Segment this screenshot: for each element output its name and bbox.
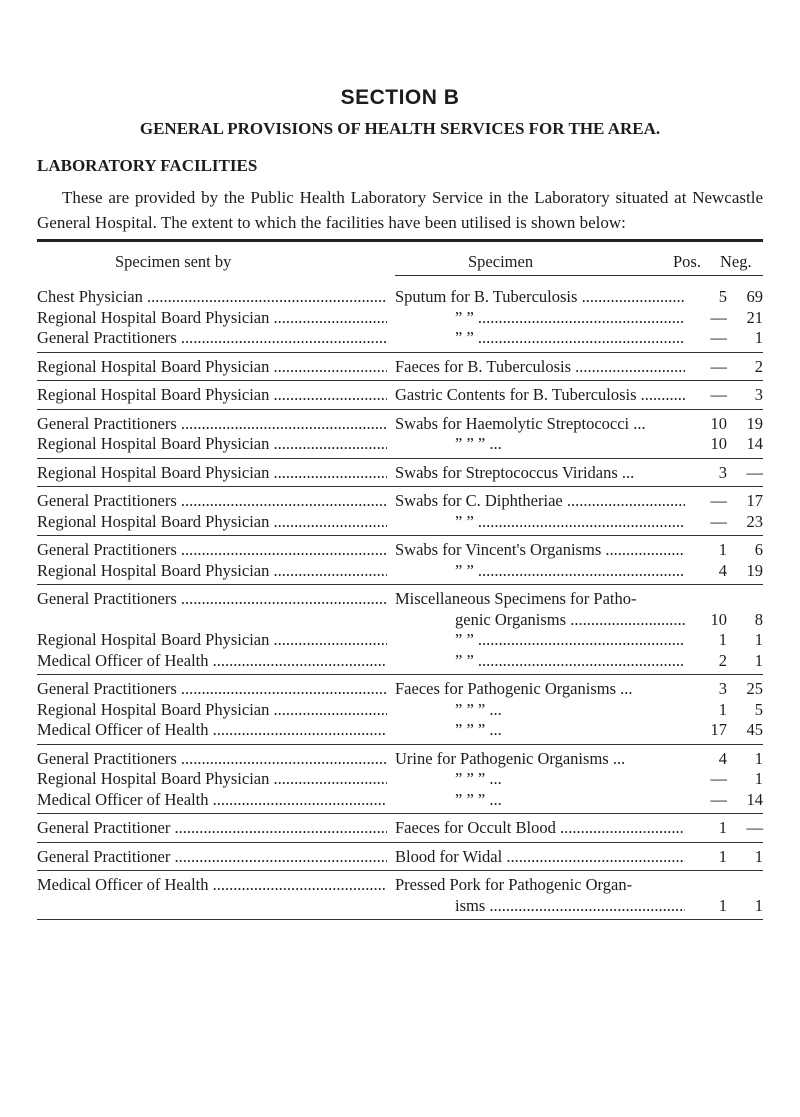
cell-pos: —: [687, 512, 727, 533]
table-row: [37, 308, 763, 329]
cell-specimen: Swabs for C. Diphtheriae .....: [395, 491, 685, 512]
cell-pos: 4: [687, 749, 727, 770]
table-row: [37, 434, 763, 455]
cell-specimen: Faeces for B. Tuberculosis .....: [395, 357, 685, 378]
header-underline: [395, 275, 763, 276]
cell-sent-by: General Practitioners .....: [37, 491, 387, 512]
cell-specimen: Swabs for Streptococcus Viridans ...: [395, 462, 635, 482]
cell-specimen: Miscellaneous Specimens for Patho-: [395, 589, 637, 608]
page-heading: GENERAL PROVISIONS OF HEALTH SERVICES FOR THE AREA.: [139, 119, 661, 138]
table-top-rule: [37, 239, 763, 242]
cell-sent-by: General Practitioners .....: [37, 679, 387, 700]
cell-pos: 1: [687, 630, 727, 651]
cell-sent-by: Regional Hospital Board Physician .....: [37, 308, 387, 329]
subheading: LABORATORY FACILITIES: [37, 156, 258, 175]
cell-specimen: Sputum for B. Tuberculosis .....: [395, 287, 685, 308]
cell-sent-by: Regional Hospital Board Physician .....: [37, 512, 387, 533]
cell-sent-by: Regional Hospital Board Physician .....: [37, 463, 387, 484]
cell-pos: —: [687, 790, 727, 811]
cell-sent-by: Medical Officer of Health .....: [37, 790, 387, 811]
cell-neg: 25: [727, 679, 763, 700]
cell-neg: 1: [727, 769, 763, 790]
cell-neg: 23: [727, 512, 763, 533]
cell-sent-by: General Practitioners .....: [37, 328, 387, 349]
table-row: [37, 328, 763, 349]
cell-neg: 2: [727, 357, 763, 378]
cell-specimen: ” ” ” ...: [455, 789, 502, 809]
cell-neg: 6: [727, 540, 763, 561]
header-specimen: Specimen: [468, 252, 534, 271]
cell-sent-by: General Practitioner .....: [37, 847, 387, 868]
table-group: [37, 410, 763, 459]
table-group: [37, 487, 763, 536]
table-group: [37, 871, 763, 920]
cell-pos: 10: [687, 414, 727, 435]
table-row: [37, 847, 763, 868]
cell-sent-by: Regional Hospital Board Physician .....: [37, 357, 387, 378]
table-row: [37, 818, 763, 839]
cell-neg: 3: [727, 385, 763, 406]
table-group: [37, 536, 763, 585]
table-group: [37, 585, 763, 675]
table-row: [37, 385, 763, 406]
cell-sent-by: Medical Officer of Health .....: [37, 875, 387, 896]
cell-specimen: ” ” .....: [455, 512, 685, 533]
cell-neg: 1: [727, 328, 763, 349]
header-pos: Pos.: [673, 252, 701, 271]
cell-pos: —: [687, 491, 727, 512]
cell-neg: 1: [727, 651, 763, 672]
cell-pos: 1: [687, 896, 727, 917]
cell-specimen: Swabs for Vincent's Organisms .....: [395, 540, 685, 561]
table-row: [37, 896, 763, 917]
cell-specimen: ” ” .....: [455, 561, 685, 582]
table-group: [37, 745, 763, 815]
table-row: [37, 561, 763, 582]
table-row: [37, 610, 763, 631]
cell-pos: 3: [687, 463, 727, 484]
table-group: [37, 353, 763, 382]
cell-pos: 1: [687, 540, 727, 561]
table-row: [37, 414, 763, 435]
table-row: [37, 790, 763, 811]
cell-neg: 21: [727, 308, 763, 329]
cell-specimen: ” ” .....: [455, 308, 685, 329]
cell-pos: 3: [687, 679, 727, 700]
cell-specimen: Swabs for Haemolytic Streptococci ...: [395, 413, 646, 433]
cell-sent-by: Regional Hospital Board Physician .....: [37, 434, 387, 455]
cell-pos: 1: [687, 818, 727, 839]
table-group: [37, 843, 763, 872]
specimen-table: [37, 283, 763, 920]
cell-neg: 1: [727, 630, 763, 651]
cell-specimen: ” ” .....: [455, 328, 685, 349]
cell-sent-by: Regional Hospital Board Physician .....: [37, 700, 387, 721]
table-group: [37, 283, 763, 353]
cell-pos: 2: [687, 651, 727, 672]
table-row: [37, 540, 763, 561]
cell-neg: 19: [727, 561, 763, 582]
cell-specimen: ” ” ” ...: [455, 434, 502, 453]
cell-pos: 4: [687, 561, 727, 582]
table-row: [37, 769, 763, 790]
cell-pos: 1: [687, 700, 727, 721]
cell-sent-by: Chest Physician .....: [37, 287, 387, 308]
cell-specimen: ” ” ” ...: [455, 720, 502, 739]
table-row: [37, 720, 763, 741]
cell-neg: 14: [727, 790, 763, 811]
cell-neg: 19: [727, 414, 763, 435]
cell-pos: 5: [687, 287, 727, 308]
cell-sent-by: General Practitioners .....: [37, 414, 387, 435]
cell-sent-by: Regional Hospital Board Physician .....: [37, 561, 387, 582]
cell-neg: 17: [727, 491, 763, 512]
cell-specimen: Urine for Pathogenic Organisms ...: [395, 748, 626, 768]
cell-sent-by: General Practitioners .....: [37, 589, 387, 610]
cell-specimen: ” ” ” ...: [455, 769, 502, 788]
cell-pos: —: [687, 385, 727, 406]
cell-pos: 10: [687, 610, 727, 631]
cell-sent-by: Regional Hospital Board Physician .....: [37, 385, 387, 406]
header-sent-by: Specimen sent by: [115, 252, 232, 271]
cell-neg: 69: [727, 287, 763, 308]
intro-paragraph: These are provided by the Public Health Laboratory Service in the Laboratory situated at Newcastle General Hospital. The extent to which the facilities have been utilised is shown below:: [37, 188, 763, 232]
cell-sent-by: General Practitioners .....: [37, 749, 387, 770]
header-neg: Neg.: [720, 252, 752, 271]
table-row: [37, 463, 763, 484]
cell-pos: —: [687, 328, 727, 349]
cell-pos: —: [687, 769, 727, 790]
cell-specimen: Faeces for Pathogenic Organisms ...: [395, 679, 633, 698]
table-row: [37, 512, 763, 533]
cell-sent-by: General Practitioner .....: [37, 818, 387, 839]
table-group: [37, 814, 763, 843]
cell-specimen: isms .....: [455, 896, 685, 917]
cell-pos: 1: [687, 847, 727, 868]
cell-neg: 14: [727, 434, 763, 455]
table-row: [37, 679, 763, 700]
table-group: [37, 381, 763, 410]
table-row: [37, 491, 763, 512]
cell-sent-by: Regional Hospital Board Physician .....: [37, 769, 387, 790]
table-row: [37, 287, 763, 308]
cell-specimen: ” ” ” ...: [455, 699, 502, 719]
cell-specimen: genic Organisms .....: [455, 610, 685, 631]
table-row: [37, 875, 763, 896]
cell-specimen: ” ” .....: [455, 630, 685, 651]
section-title: SECTION B: [340, 86, 460, 109]
cell-specimen: Faeces for Occult Blood .....: [395, 818, 685, 839]
cell-specimen: Gastric Contents for B. Tuberculosis .....: [395, 385, 685, 406]
cell-sent-by: Regional Hospital Board Physician .....: [37, 630, 387, 651]
cell-pos: —: [687, 357, 727, 378]
cell-specimen: Blood for Widal .....: [395, 847, 685, 868]
cell-neg: 8: [727, 610, 763, 631]
cell-specimen: ” ” .....: [455, 651, 685, 672]
cell-neg: —: [727, 463, 763, 484]
cell-sent-by: General Practitioners .....: [37, 540, 387, 561]
table-row: [37, 357, 763, 378]
cell-neg: 1: [727, 847, 763, 868]
cell-pos: 17: [687, 720, 727, 741]
cell-specimen: Pressed Pork for Pathogenic Organ-: [395, 875, 633, 894]
table-group: [37, 459, 763, 488]
cell-neg: 5: [727, 700, 763, 721]
table-row: [37, 700, 763, 721]
cell-neg: —: [727, 818, 763, 839]
table-row: [37, 630, 763, 651]
cell-pos: 10: [687, 434, 727, 455]
table-row: [37, 651, 763, 672]
cell-pos: —: [687, 308, 727, 329]
cell-sent-by: Medical Officer of Health .....: [37, 651, 387, 672]
table-group: [37, 675, 763, 745]
cell-neg: 1: [727, 749, 763, 770]
cell-neg: 1: [727, 896, 763, 917]
cell-neg: 45: [727, 720, 763, 741]
table-row: [37, 589, 763, 610]
cell-sent-by: Medical Officer of Health .....: [37, 720, 387, 741]
table-row: [37, 749, 763, 770]
